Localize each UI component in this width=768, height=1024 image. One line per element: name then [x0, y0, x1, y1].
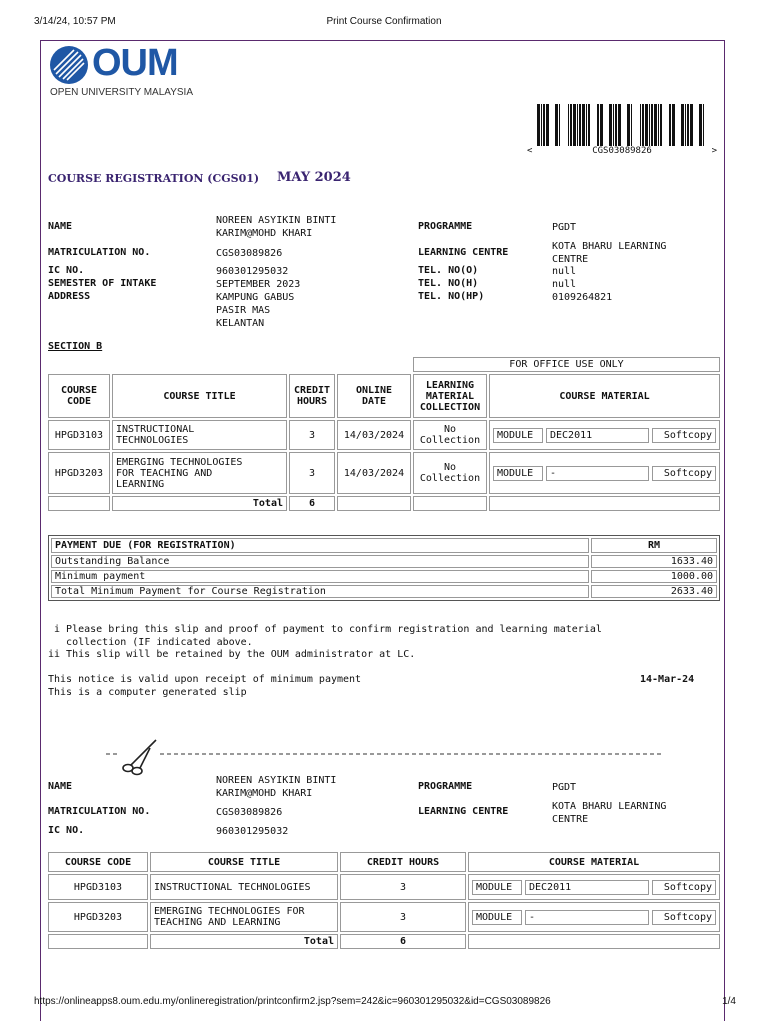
slip-row-course-code: HPGD3103	[48, 874, 148, 900]
table-row	[48, 452, 720, 494]
total-credit: 6	[289, 496, 335, 511]
material-code: DEC2011	[546, 428, 649, 443]
slip-col-course-title: COURSE TITLE	[150, 852, 338, 872]
empty-cell	[489, 496, 720, 511]
validity-notice: This notice is valid upon receipt of minimum payment This is a computer generated slip	[48, 674, 362, 698]
barcode-caption	[527, 146, 717, 156]
slip-student-ic: 960301295032	[216, 826, 289, 837]
empty-cell	[413, 496, 487, 511]
tel-hp: 0109264821	[552, 292, 613, 303]
barcode-bar	[546, 104, 549, 146]
slip-total-row	[48, 934, 720, 949]
material-format: Softcopy	[652, 466, 716, 481]
barcode-bar	[658, 104, 659, 146]
slip-row-credit-hours: 3	[340, 874, 466, 900]
student-programme: PGDT	[552, 222, 577, 233]
slip-student-name: NOREEN ASYIKIN BINTI KARIM@MOHD KHARI	[216, 775, 337, 799]
material-format: Softcopy	[652, 428, 716, 443]
slip-total-label: Total	[150, 934, 338, 949]
barcode-bar	[597, 104, 599, 146]
student-ic: 960301295032	[216, 266, 289, 277]
payment-label: Outstanding Balance	[51, 555, 589, 568]
slip-row-course-title: EMERGING TECHNOLOGIES FOR TEACHING AND LEARNING	[150, 902, 338, 932]
row-collection: No Collection	[413, 452, 487, 494]
slip-student-matric: CGS03089826	[216, 807, 283, 818]
barcode	[537, 104, 709, 146]
table-row	[48, 902, 720, 932]
row-course-code: HPGD3103	[48, 420, 110, 450]
payment-due-table	[48, 535, 720, 601]
material-type: MODULE	[472, 910, 522, 925]
row-credit-hours: 3	[289, 452, 335, 494]
barcode-bar	[627, 104, 630, 146]
cut-line	[106, 738, 666, 778]
barcode-bar	[555, 104, 558, 146]
barcode-bar	[687, 104, 689, 146]
slip-row-course-code: HPGD3203	[48, 902, 148, 932]
barcode-bar	[703, 104, 704, 146]
barcode-bar	[642, 104, 644, 146]
barcode-bar	[640, 104, 641, 146]
slip-col-course-code: COURSE CODE	[48, 852, 148, 872]
barcode-bar	[649, 104, 650, 146]
row-collection: No Collection	[413, 420, 487, 450]
document-title: COURSE REGISTRATION (CGS01)	[48, 172, 260, 185]
barcode-bar	[537, 104, 540, 146]
learning-centre-label: LEARNING CENTRE	[418, 247, 509, 258]
tel-home: null	[552, 279, 577, 290]
print-header	[0, 16, 768, 30]
ic-label: IC NO.	[48, 265, 85, 276]
barcode-bar	[660, 104, 662, 146]
row-material	[489, 420, 720, 450]
slip-student-programme: PGDT	[552, 782, 577, 793]
slip-learning-centre-label: LEARNING CENTRE	[418, 806, 509, 817]
slip-programme-label: PROGRAMME	[418, 781, 473, 792]
empty-cell	[48, 496, 110, 511]
payment-label: Minimum payment	[51, 570, 589, 583]
material-code: -	[546, 466, 649, 481]
course-registration-table	[46, 355, 722, 513]
barcode-bar	[600, 104, 603, 146]
barcode-bar	[609, 104, 612, 146]
row-course-code: HPGD3203	[48, 452, 110, 494]
payment-label: Total Minimum Payment for Course Registration	[51, 585, 589, 598]
barcode-bar	[579, 104, 581, 146]
scissors-icon	[123, 740, 156, 775]
print-url: https://onlineapps8.oum.edu.my/onlineregistration/printconfirm2.jsp?sem=242&ic=960301295032&id=CGS03089826	[34, 996, 551, 1007]
tel-hp-label: TEL. NO(HP)	[418, 291, 485, 302]
spacer-cell	[48, 357, 411, 372]
total-label: Total	[112, 496, 287, 511]
payment-amount: 2633.40	[591, 585, 717, 598]
total-row	[48, 496, 720, 511]
table-row	[48, 874, 720, 900]
logo-wordmark: OUM	[92, 42, 178, 84]
student-learning-centre: KOTA BHARU LEARNING CENTRE	[552, 241, 667, 265]
barcode-bar	[672, 104, 675, 146]
material-code: -	[525, 910, 649, 925]
payment-amount: 1633.40	[591, 555, 717, 568]
tel-office: null	[552, 266, 577, 277]
slip-row-material	[468, 874, 720, 900]
barcode-bar	[588, 104, 590, 146]
barcode-right-marker: >	[711, 146, 717, 156]
material-type: MODULE	[493, 428, 543, 443]
address-label: ADDRESS	[48, 291, 91, 302]
row-course-title: EMERGING TECHNOLOGIES FOR TEACHING AND LEARNING	[112, 452, 287, 494]
payment-row	[51, 585, 717, 598]
barcode-bar	[586, 104, 587, 146]
table-row	[48, 420, 720, 450]
tel-office-label: TEL. NO(O)	[418, 265, 479, 276]
matric-label: MATRICULATION NO.	[48, 247, 151, 258]
slip-course-table	[46, 850, 722, 951]
slip-row-course-title: INSTRUCTIONAL TECHNOLOGIES	[150, 874, 338, 900]
barcode-bar	[654, 104, 657, 146]
barcode-bar	[699, 104, 702, 146]
material-format: Softcopy	[652, 880, 716, 895]
programme-label: PROGRAMME	[418, 221, 473, 232]
student-intake: SEPTEMBER 2023	[216, 279, 301, 290]
empty-cell	[48, 934, 148, 949]
payment-currency: RM	[591, 538, 717, 553]
payment-row	[51, 570, 717, 583]
barcode-bar	[631, 104, 632, 146]
barcode-bar	[618, 104, 621, 146]
office-use-header: FOR OFFICE USE ONLY	[413, 357, 720, 372]
barcode-bar	[582, 104, 585, 146]
row-online-date: 14/03/2024	[337, 420, 411, 450]
section-b-label: SECTION B	[48, 341, 103, 352]
barcode-bar	[559, 104, 560, 146]
slip-col-credit-hours: CREDIT HOURS	[340, 852, 466, 872]
slip-student-learning-centre: KOTA BHARU LEARNING CENTRE	[552, 801, 667, 825]
row-material	[489, 452, 720, 494]
slip-col-course-material: COURSE MATERIAL	[468, 852, 720, 872]
empty-cell	[468, 934, 720, 949]
col-credit-hours: CREDIT HOURS	[289, 374, 335, 418]
document-session: MAY 2024	[277, 170, 351, 185]
slip-row-credit-hours: 3	[340, 902, 466, 932]
empty-cell	[337, 496, 411, 511]
barcode-bar	[669, 104, 671, 146]
intake-label: SEMESTER OF INTAKE	[48, 278, 157, 289]
logo-subtitle: OPEN UNIVERSITY MALAYSIA	[50, 87, 194, 98]
material-format: Softcopy	[652, 910, 716, 925]
row-credit-hours: 3	[289, 420, 335, 450]
barcode-bar	[541, 104, 542, 146]
print-page-number: 1/4	[722, 996, 736, 1007]
print-title: Print Course Confirmation	[326, 16, 442, 27]
barcode-number: CGS03089826	[592, 146, 652, 156]
barcode-bar	[613, 104, 614, 146]
material-type: MODULE	[472, 880, 522, 895]
barcode-bar	[685, 104, 686, 146]
student-matric: CGS03089826	[216, 248, 283, 259]
barcode-left-marker: <	[527, 146, 533, 156]
row-course-title: INSTRUCTIONAL TECHNOLOGIES	[112, 420, 287, 450]
material-type: MODULE	[493, 466, 543, 481]
globe-icon	[50, 46, 88, 84]
barcode-bar	[690, 104, 693, 146]
row-online-date: 14/03/2024	[337, 452, 411, 494]
slip-ic-label: IC NO.	[48, 825, 85, 836]
material-code: DEC2011	[525, 880, 649, 895]
slip-total-credit: 6	[340, 934, 466, 949]
slip-row-material	[468, 902, 720, 932]
slip-matric-label: MATRICULATION NO.	[48, 806, 151, 817]
barcode-bar	[615, 104, 617, 146]
col-course-code: COURSE CODE	[48, 374, 110, 418]
tel-home-label: TEL. NO(H)	[418, 278, 479, 289]
col-course-title: COURSE TITLE	[112, 374, 287, 418]
print-datetime: 3/14/24, 10:57 PM	[34, 16, 116, 27]
payment-row	[51, 555, 717, 568]
student-name: NOREEN ASYIKIN BINTI KARIM@MOHD KHARI	[216, 215, 337, 239]
payment-amount: 1000.00	[591, 570, 717, 583]
barcode-bar	[573, 104, 576, 146]
col-learning-material-collection: LEARNING MATERIAL COLLECTION	[413, 374, 487, 418]
barcode-bar	[651, 104, 653, 146]
slip-name-label: NAME	[48, 781, 73, 792]
payment-header: PAYMENT DUE (FOR REGISTRATION)	[51, 538, 589, 553]
student-address: KAMPUNG GABUS PASIR MAS KELANTAN	[216, 292, 295, 329]
barcode-bar	[543, 104, 545, 146]
name-label: NAME	[48, 221, 73, 232]
barcode-bar	[645, 104, 648, 146]
col-online-date: ONLINE DATE	[337, 374, 411, 418]
instruction-notes: i Please bring this slip and proof of payment to confirm registration and learning material collection (IF indicated above. ii This slip will be retained by the OUM administrator at LC.	[48, 624, 602, 660]
barcode-bar	[681, 104, 684, 146]
col-course-material: COURSE MATERIAL	[489, 374, 720, 418]
barcode-bar	[568, 104, 569, 146]
notice-date: 14-Mar-24	[640, 674, 695, 685]
barcode-bar	[570, 104, 572, 146]
barcode-bar	[577, 104, 578, 146]
